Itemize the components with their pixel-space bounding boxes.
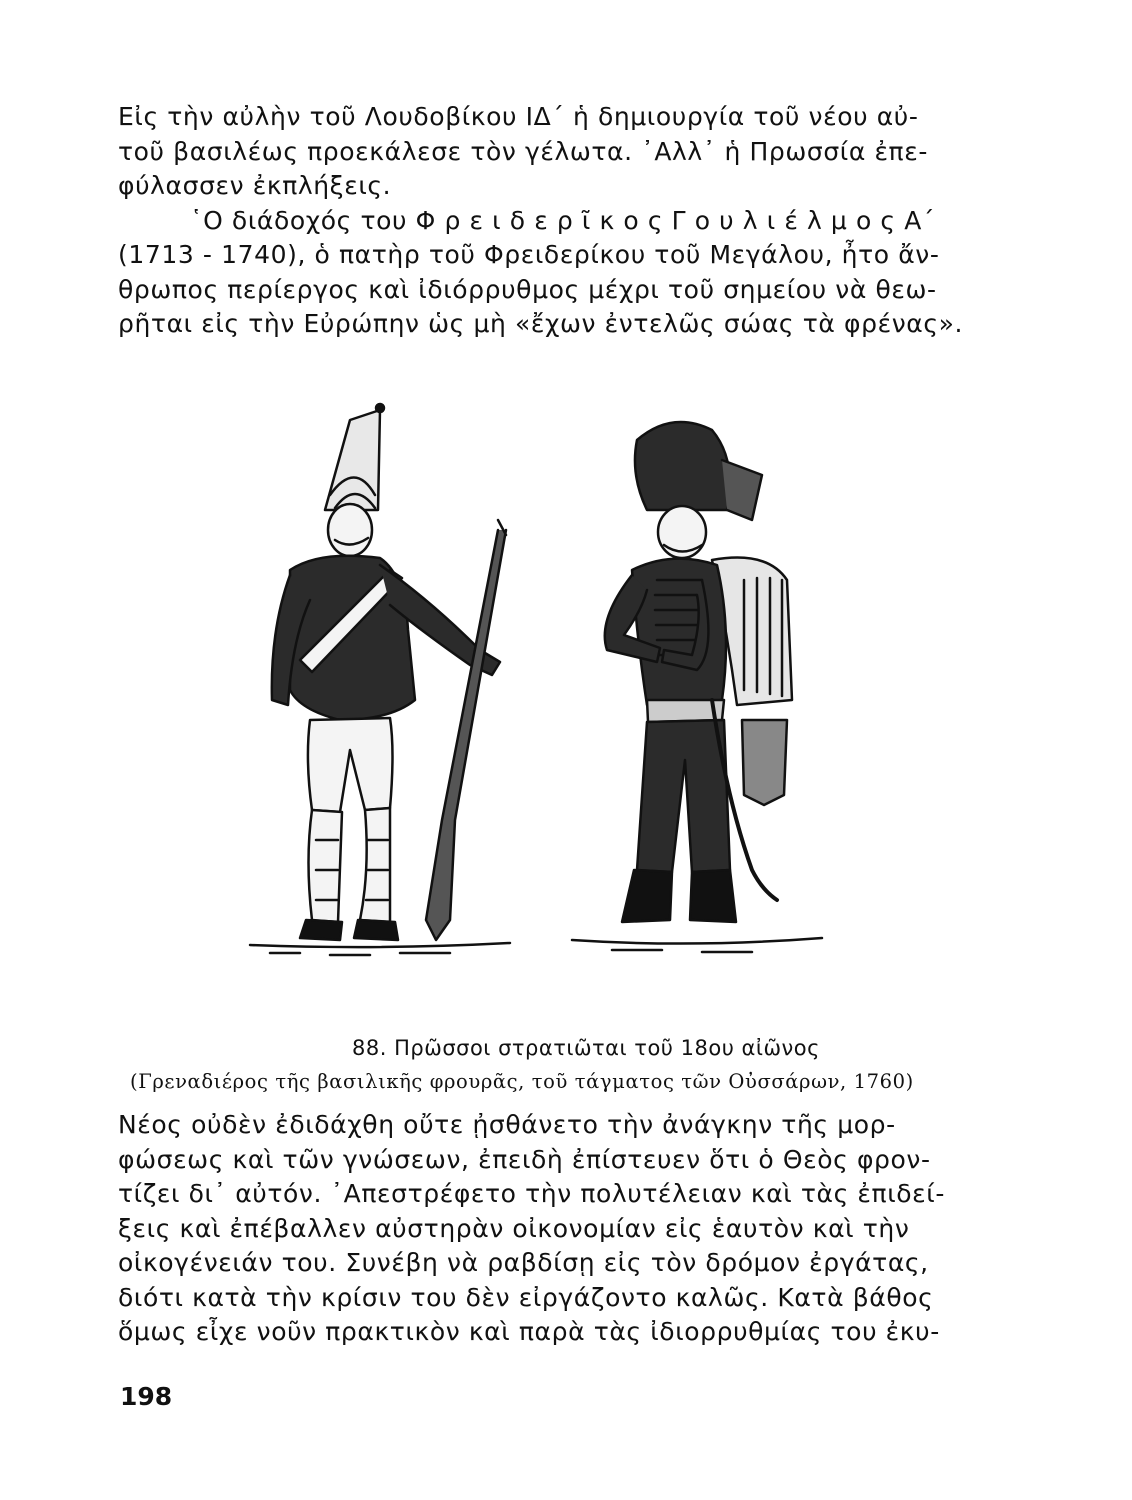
page-number: 198 [120, 1382, 173, 1411]
hussar-illustration [552, 400, 842, 990]
text-line: φώσεως καὶ τῶν γνώσεων, ἐπειδὴ ἐπίστευεν ὅτι ὁ Θεὸς φρον- [118, 1144, 931, 1174]
text-line: διότι κατὰ τὴν κρίσιν του δὲν εἰργάζοντο καλῶς. Κατὰ βάθος [118, 1282, 934, 1312]
text-line: φύλασσεν ἐκπλήξεις. [118, 171, 392, 200]
text-line: ρῆται εἰς τὴν Εὐρώπην ὡς μὴ «ἔχων ἐντελῶς σώας τὰ φρένας». [118, 309, 964, 338]
figure-title: Πρῶσσοι στρατιῶται τοῦ 18ου αἰῶνος [394, 1036, 820, 1060]
illustration-plate [222, 400, 842, 1000]
text-line: Νέος οὐδὲν ἐδιδάχθη οὔτε ᾐσθάνετο τὴν ἀνάγκην τῆς μορ- [118, 1110, 896, 1139]
text-line: ξεις καὶ ἐπέβαλλεν αὐστηρὰν οἰκονομίαν εἰς ἑαυτὸν καὶ τὴν [118, 1213, 910, 1243]
figure-number: 88. [352, 1036, 387, 1060]
text-line: ὅμως εἶχε νοῦν πρακτικὸν καὶ παρὰ τὰς ἰδιορρυθμίας του ἐκυ- [118, 1317, 940, 1346]
text-line: θρωπος περίεργος καὶ ἰδιόρρυθμος μέχρι τοῦ σημείου νὰ θεω- [118, 274, 937, 304]
text-line: τίζει δι᾿ αὐτόν. ᾿Απεστρέφετο τὴν πολυτέλειαν καὶ τὰς ἐπιδεί- [118, 1179, 945, 1208]
text-line: οἰκογένειάν του. Συνέβη νὰ ραβδίσῃ εἰς τὸν δρόμον ἐργάτας, [118, 1248, 929, 1277]
figure-caption [0, 1036, 1132, 1060]
text-line: τοῦ βασιλέως προεκάλεσε τὸν γέλωτα. ᾿Αλλ᾿ ἡ Πρωσσία ἐπε- [118, 136, 928, 166]
text-line: (1713 - 1740), ὁ πατὴρ τοῦ Φρειδερίκου τοῦ Μεγάλου, ἦτο ἄν- [118, 240, 940, 269]
text-line: ῾Ο διάδοχός του Φ ρ ε ι δ ε ρ ῖ κ ο ς Γ ο υ λ ι έ λ μ ο ς Α΄ [190, 205, 936, 235]
figure-caption-detail: (Γρεναδιέρος τῆς βασιλικῆς φρουρᾶς, τοῦ τάγματος τῶν Οὐσσάρων, 1760) [130, 1070, 914, 1093]
paragraph-2 [118, 1108, 1058, 1350]
text-line: Εἰς τὴν αὐλὴν τοῦ Λουδοβίκου ΙΔ΄ ἡ δημιουργία τοῦ νέου αὐ- [118, 102, 919, 131]
paragraph-1 [118, 100, 1058, 342]
grenadier-illustration [230, 400, 530, 990]
